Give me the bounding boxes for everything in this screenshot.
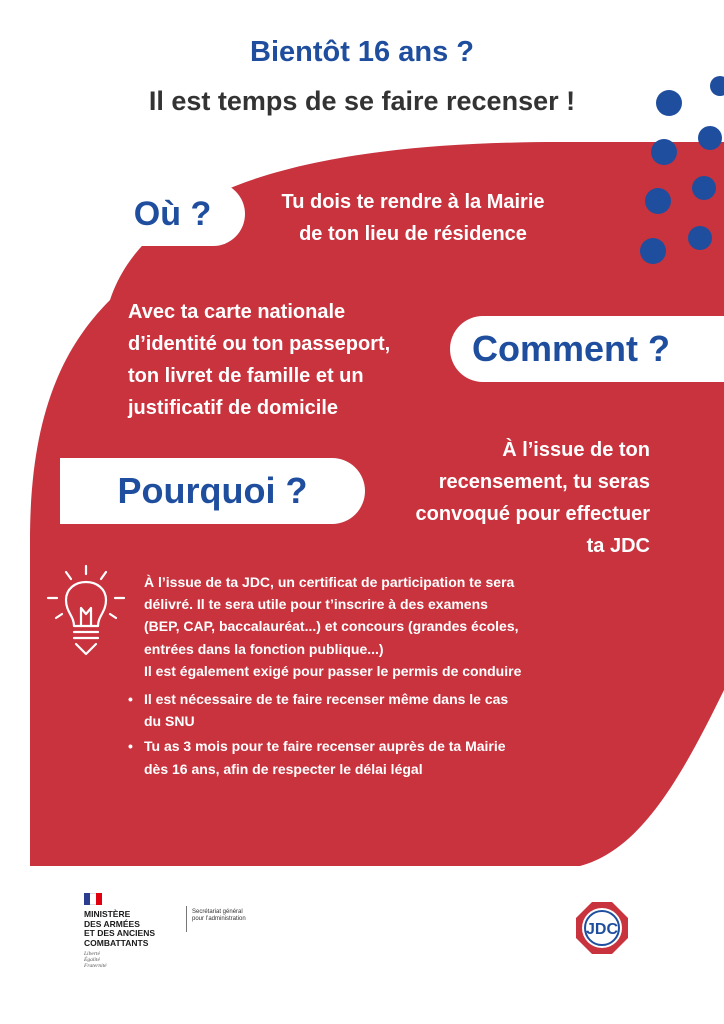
motto-line: Égalité bbox=[84, 957, 100, 963]
pourquoi-line: À l’issue de ton bbox=[502, 439, 650, 461]
ou-line: de ton lieu de résidence bbox=[299, 223, 527, 245]
motto-line: Liberté bbox=[84, 951, 100, 957]
jdc-logo bbox=[574, 900, 630, 956]
ou-line: Tu dois te rendre à la Mairie bbox=[281, 191, 545, 213]
secretariat-label bbox=[192, 909, 272, 923]
secretariat-line: pour l’administration bbox=[192, 916, 246, 922]
decorative-dot bbox=[640, 238, 666, 264]
info-bullet: • Tu as 3 mois pour te faire recenser auprès de ta Mairie dès 16 ans, afin de respecter le délai légal bbox=[144, 735, 524, 779]
republic-motto bbox=[84, 951, 204, 969]
footer-divider bbox=[186, 906, 187, 932]
french-flag-icon bbox=[84, 893, 102, 905]
comment-line: Avec ta carte nationale bbox=[128, 301, 346, 323]
decorative-dot bbox=[651, 139, 677, 165]
info-paragraph: À l’issue de ta JDC, un certificat de participation te sera délivré. Il te sera utile pour t’inscrire à des examens (BEP, CAP, baccalauréat...) et concours (grandes écoles, entrées dans la fonction publique...) bbox=[144, 574, 519, 657]
motto-line: Fraternité bbox=[84, 963, 107, 969]
info-text bbox=[144, 571, 524, 783]
info-bullet: • Il est nécessaire de te faire recenser même dans le cas du SNU bbox=[144, 688, 524, 732]
ministry-line: ET DES ANCIENS bbox=[84, 928, 156, 938]
jdc-logo-text: JDC bbox=[585, 921, 619, 938]
info-bullets bbox=[144, 688, 524, 780]
comment-line: justificatif de domicile bbox=[128, 397, 339, 419]
pourquoi-line: ta JDC bbox=[586, 535, 650, 557]
comment-description bbox=[128, 296, 448, 424]
decorative-dot bbox=[698, 126, 722, 150]
decorative-dot bbox=[656, 90, 682, 116]
pourquoi-description bbox=[375, 434, 650, 562]
ministry-line: COMBATTANTS bbox=[84, 937, 149, 948]
decorative-dot bbox=[645, 188, 671, 214]
pourquoi-line: recensement, tu seras bbox=[438, 471, 650, 493]
page-subtitle: Il est temps de se faire recenser ! bbox=[148, 86, 576, 116]
ou-description bbox=[248, 186, 578, 250]
lightbulb-icon bbox=[44, 562, 128, 662]
ministry-line: MINISTÈRE bbox=[84, 909, 131, 919]
info-paragraph: Il est également exigé pour passer le permis de conduire bbox=[144, 662, 522, 679]
ou-heading: Où ? bbox=[100, 182, 245, 246]
pourquoi-line: convoqué pour effectuer bbox=[415, 503, 650, 525]
secretariat-line: Secrétariat général bbox=[192, 909, 243, 915]
ministry-line: DES ARMÉES bbox=[84, 918, 140, 929]
comment-line: ton livret de famille et un bbox=[128, 365, 364, 387]
comment-heading: Comment ? bbox=[450, 316, 724, 382]
decorative-dot bbox=[710, 76, 724, 96]
comment-line: d’identité ou ton passeport, bbox=[128, 333, 391, 355]
decorative-dot bbox=[688, 226, 712, 250]
decorative-dot bbox=[692, 176, 716, 200]
page-title: Bientôt 16 ans ? bbox=[250, 36, 474, 68]
pourquoi-heading: Pourquoi ? bbox=[60, 458, 365, 524]
